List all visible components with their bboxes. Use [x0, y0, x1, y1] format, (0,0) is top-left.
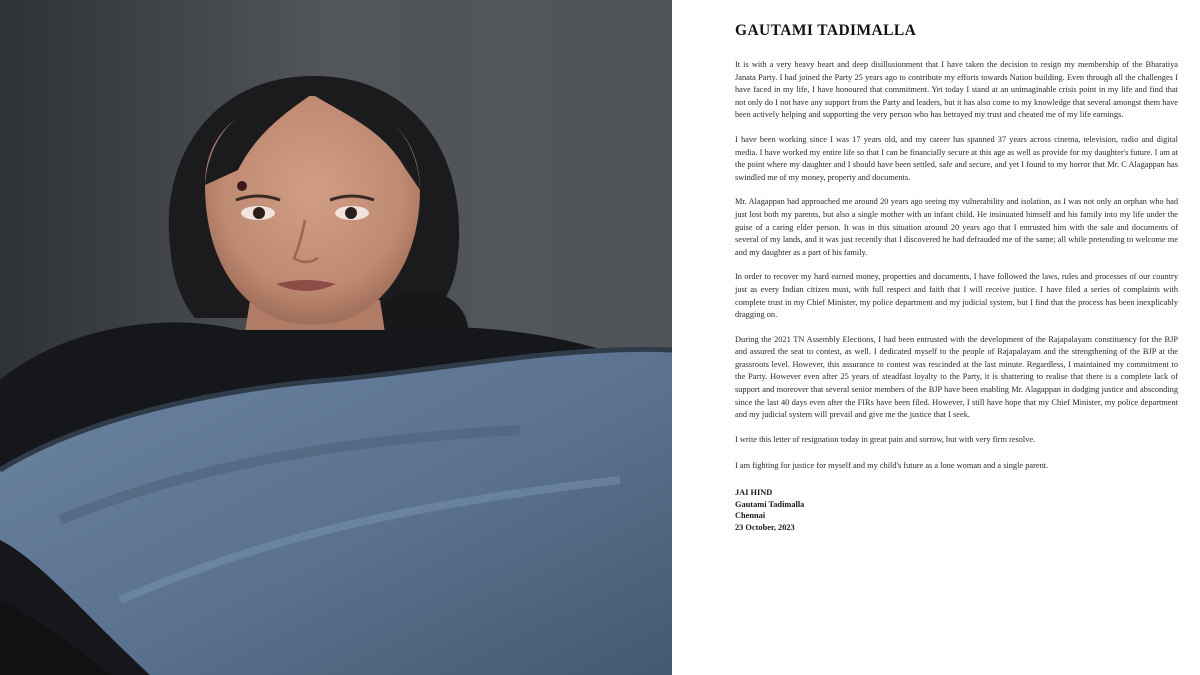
letter-body — [735, 22, 1178, 533]
letter-signoff — [735, 487, 1178, 533]
letter-paragraph: Mr. Alagappan had approached me around 20 years ago seeing my vulnerability and isolation, as I was not only an orphan who had just lost both my parents, but also a single mother with an infant child. He insinuated himself and his family into my life under the guise of a caring elder person. It was in this situation around 20 years ago that I entrusted him with the sale and documents of several of my lands, and it was just recently that I discovered he had defrauded me of the same; all while pretending to welcome me and my daughter as a part of his family. — [735, 197, 1178, 257]
signoff-place: Chennai — [735, 511, 766, 521]
letter-paragraph: I write this letter of resignation today in great pain and sorrow, but with very firm resolve. — [735, 434, 1036, 444]
letter-page — [678, 0, 1200, 675]
letter-paragraph: I have been working since I was 17 years old, and my career has spanned 37 years across cinema, television, radio and digital media. I have worked my entire life so that I can be financially secure at this age as well as provide for my daughter's future. I am at the point where my daughter and I should have been settled, safe and secure, and yet I found to my horror that Mr. C Alagappan has swindled me of my money, property and documents. — [735, 134, 1178, 182]
letter-paragraph: I am fighting for justice for myself and my child's future as a lone woman and a single parent. — [735, 461, 1049, 471]
letter-paragraph: In order to recover my hard earned money, properties and documents, I have followed the laws, rules and processes of our country just as every Indian citizen must, with full respect and faith that I will receive justice. I have filed a series of complaints with complete trust in my Chief Minister, my police department and my judicial system, but I find that the process has been inexplicably dragging on. — [735, 272, 1178, 320]
signoff-name: Gautami Tadimalla — [735, 499, 805, 509]
signoff-date: 23 October, 2023 — [735, 522, 795, 532]
signoff-salutation: JAI HIND — [735, 488, 773, 498]
letter-paragraph: It is with a very heavy heart and deep disillusionment that I have taken the decision to resign my membership of the Bharatiya Janata Party. I had joined the Party 25 years ago to contribute my efforts towards Nation building. Even through all the challenges I have faced in my life, I have honoured that commitment. Yet today I stand at an unimaginable crisis point in my life and find that not only do I not have any support from the Party and leaders, but it has also come to my knowledge that several amongst them have been actively helping and supporting the very person who has betrayed my trust and cheated me of my life earnings. — [735, 60, 1178, 120]
letter-paragraph: During the 2021 TN Assembly Elections, I had been entrusted with the development of the Rajapalayam constituency for the BJP and assured the seat to contest, as well. I dedicated myself to the people of Rajapalayam and the strengthening of the BJP at the grassroots level. However, this assurance to contest was rescinded at the last minute. Regardless, I maintained my commitment to the Party. However even after 25 years of steadfast loyalty to the Party, it is shattering to realise that there is a complete lack of support and moreover that several senior members of the BJP have been enabling Mr. Alagappan in dodging justice and absconding since the last 40 days even after the FIRs have been filed. However, I still have hope that my Chief Minister, my police department and my judicial system will prevail and give me the justice that I seek. — [735, 334, 1178, 420]
letter-title: GAUTAMI TADIMALLA — [735, 22, 917, 39]
